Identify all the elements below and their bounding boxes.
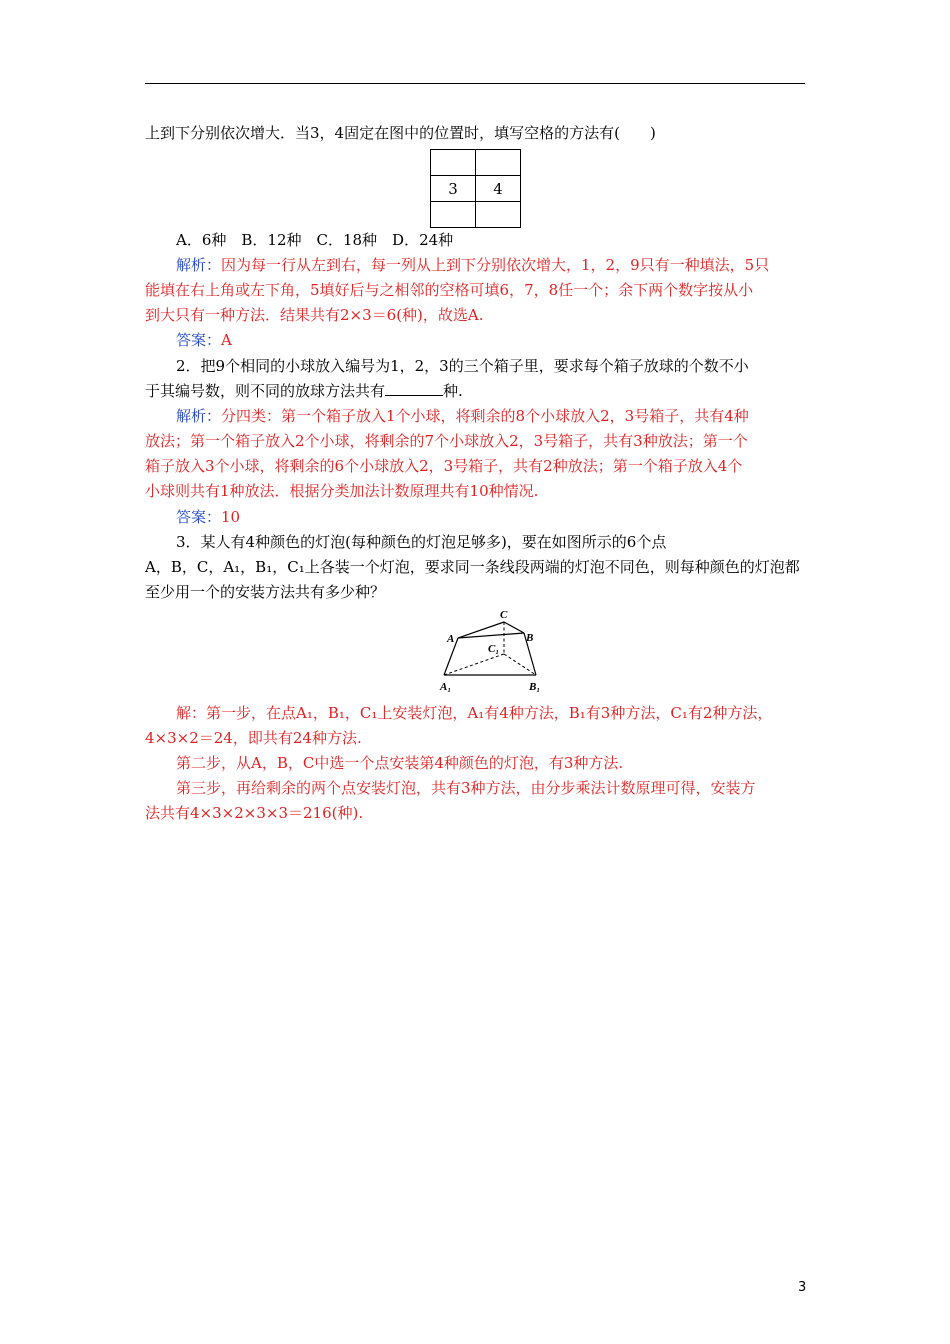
q2-stem-line: 2．把9个相同的小球放入编号为1，2，3的三个箱子里，要求每个箱子放球的个数不小 <box>176 357 749 375</box>
grid-cell: 4 <box>476 176 521 202</box>
q2-analysis-line: 小球则共有1种放法．根据分类加法计数原理共有10种情况. <box>145 482 539 500</box>
q3-solution-line: 解：第一步，在点A₁，B₁，C₁上安装灯泡，A₁有4种方法，B₁有3种方法，C₁有2种方法， <box>176 704 773 722</box>
q2-stem-text: 种. <box>443 382 463 400</box>
q1-analysis-line <box>176 253 846 277</box>
analysis-label: 解析： <box>176 256 222 274</box>
page-number: 3 <box>798 1280 807 1295</box>
label-A1: A₁ <box>440 681 452 693</box>
q1-stem: 上到下分别依次增大．当3，4固定在图中的位置时，填写空格的方法有( ) <box>145 124 656 142</box>
q3-stem-line: A，B，C，A₁，B₁，C₁上各装一个灯泡，要求同一条线段两端的灯泡不同色，则每种颜色的灯泡都 <box>145 558 800 576</box>
frustum-figure <box>436 604 556 694</box>
q2-stem-text: 于其编号数，则不同的放球方法共有 <box>145 382 386 400</box>
edge-A1C1 <box>444 654 504 675</box>
answer-value: A <box>221 331 232 349</box>
q3-solution-line: 第二步，从A，B，C中选一个点安装第4种颜色的灯泡，有3种方法. <box>176 754 624 772</box>
grid-row <box>431 176 521 202</box>
q1-options: A．6种 B．12种 C．18种 D．24种 <box>176 231 454 249</box>
edge-BC <box>504 622 524 633</box>
answer-label: 答案： <box>176 508 222 526</box>
q3-stem-line: 3．某人有4种颜色的灯泡(每种颜色的灯泡足够多)，要在如图所示的6个点 <box>176 533 667 551</box>
analysis-text: 分四类：第一个箱子放入1个小球，将剩余的8个小球放入2，3号箱子，共有4种 <box>221 407 749 425</box>
label-B: B <box>526 632 534 644</box>
q2-answer <box>176 505 846 529</box>
q2-analysis-line: 箱子放入3个小球，将剩余的6个小球放入2，3号箱子，共有2种放法；第一个箱子放入4个 <box>145 457 743 475</box>
analysis-label: 解析： <box>176 407 222 425</box>
grid-cell: 3 <box>431 176 476 202</box>
q2-analysis-line <box>176 404 846 428</box>
q3-solution-line: 法共有4×3×2×3×3＝216(种). <box>145 804 364 822</box>
header-rule <box>145 83 805 84</box>
q3-solution-line: 4×3×2＝24，即共有24种方法. <box>145 729 362 747</box>
grid-cell <box>431 150 476 176</box>
answer-label: 答案： <box>176 331 222 349</box>
grid-row <box>431 202 521 228</box>
q2-analysis-line: 放法；第一个箱子放入2个小球，将剩余的7个小球放入2，3号箱子，共有3种放法；第一个 <box>145 432 748 450</box>
number-grid <box>430 149 521 228</box>
label-B1: B₁ <box>529 681 541 693</box>
grid-cell <box>431 202 476 228</box>
grid-cell <box>476 150 521 176</box>
analysis-text: 因为每一行从左到右，每一列从上到下分别依次增大，1，2，9只有一种填法，5只 <box>221 256 770 274</box>
q1-analysis-line: 到大只有一种方法．结果共有2×3＝6(种)，故选A. <box>145 306 484 324</box>
q3-stem-line: 至少用一个的安装方法共有多少种？ <box>145 583 386 601</box>
q3-solution-line: 第三步，再给剩余的两个点安装灯泡，共有3种方法，由分步乘法计数原理可得，安装方 <box>176 779 756 797</box>
label-C1: C₁ <box>488 643 500 655</box>
label-C: C <box>500 609 508 621</box>
q1-answer <box>176 328 846 352</box>
label-A: A <box>447 633 455 645</box>
grid-cell <box>476 202 521 228</box>
fill-blank <box>385 381 443 396</box>
q1-analysis-line: 能填在右上角或左下角，5填好后与之相邻的空格可填6，7，8任一个；余下两个数字按从小 <box>145 281 754 299</box>
answer-value: 10 <box>221 508 241 526</box>
q2-stem-line <box>145 379 815 403</box>
grid-row <box>431 150 521 176</box>
edge-AB <box>458 633 524 638</box>
